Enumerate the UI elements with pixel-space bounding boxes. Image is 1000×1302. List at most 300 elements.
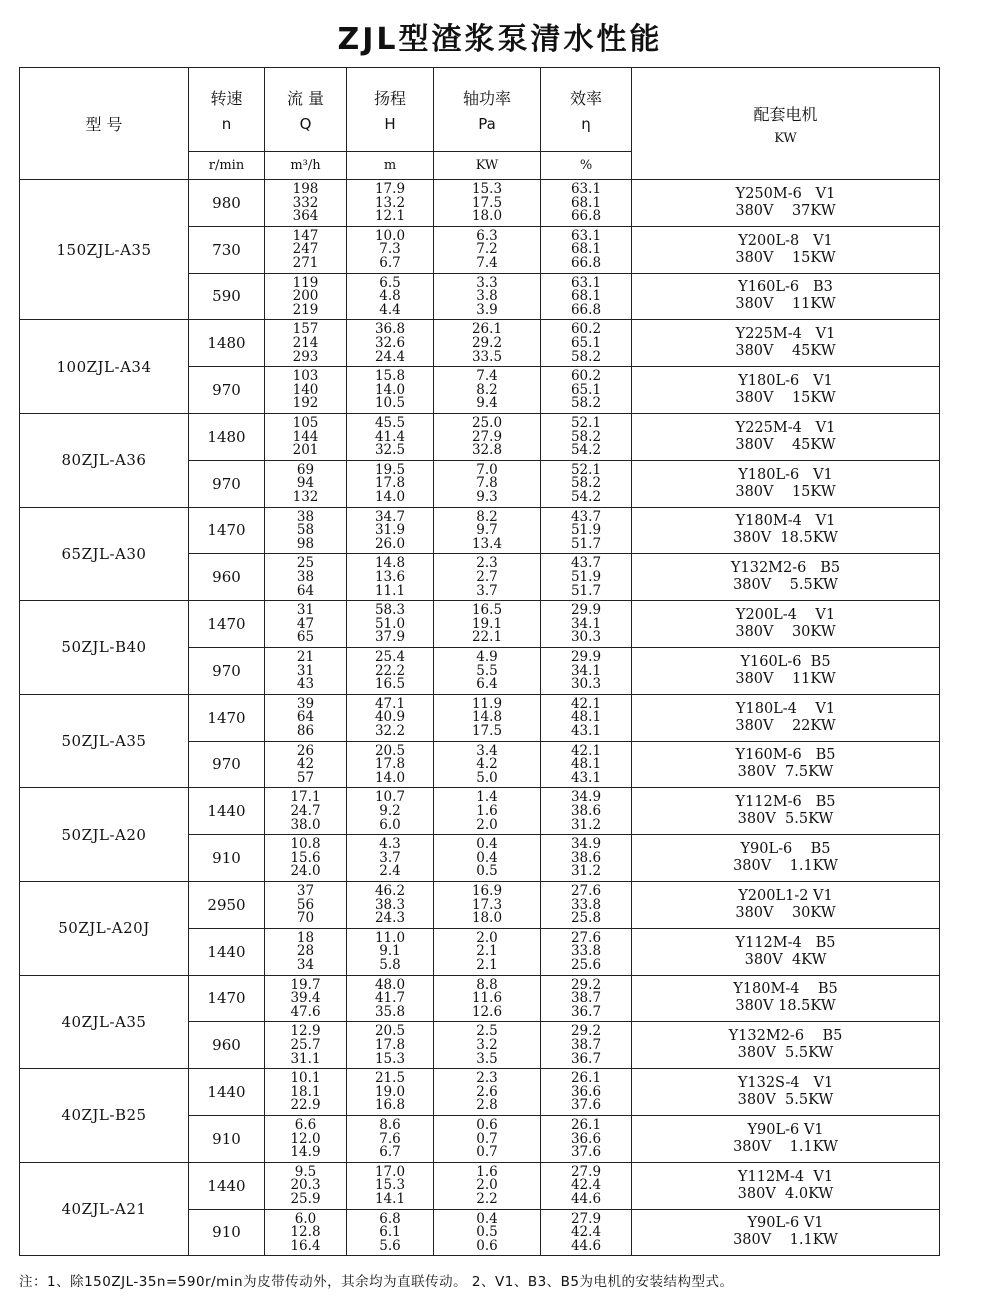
power-value: 29.2 bbox=[471, 334, 503, 351]
head-value: 12.1 bbox=[374, 208, 406, 225]
motor-model: Y160L-6 B3 bbox=[738, 279, 833, 296]
flow-value: 38.0 bbox=[290, 816, 321, 833]
unit-efficiency: % bbox=[541, 152, 632, 180]
eff-cell bbox=[541, 881, 632, 928]
flow-value: 147 bbox=[292, 227, 319, 244]
head-value: 17.0 bbox=[374, 1163, 406, 1180]
model-cell: 50ZJL-A35 bbox=[20, 694, 189, 788]
flow-cell bbox=[265, 975, 347, 1022]
motor-cell bbox=[632, 1022, 940, 1069]
speed-cell: 1440 bbox=[189, 1069, 265, 1116]
flow-cell bbox=[265, 1115, 347, 1162]
eff-cell bbox=[541, 647, 632, 694]
eff-cell bbox=[541, 1162, 632, 1209]
power-value: 32.8 bbox=[471, 442, 503, 459]
power-value: 17.3 bbox=[471, 896, 503, 913]
header-speed: 转速 n bbox=[189, 68, 265, 152]
eff-cell bbox=[541, 320, 632, 367]
power-value: 3.4 bbox=[476, 742, 498, 759]
power-value: 1.6 bbox=[476, 1163, 498, 1180]
flow-value: 38 bbox=[296, 508, 315, 525]
power-value: 2.7 bbox=[476, 568, 498, 585]
power-value: 2.0 bbox=[476, 816, 498, 833]
header-motor: 配套电机 KW bbox=[632, 68, 940, 180]
eff-value: 48.1 bbox=[570, 709, 602, 726]
model-cell: 40ZJL-A35 bbox=[20, 975, 189, 1069]
eff-value: 37.6 bbox=[570, 1144, 602, 1161]
flow-cell bbox=[265, 881, 347, 928]
flow-cell bbox=[265, 413, 347, 460]
speed-cell: 970 bbox=[189, 367, 265, 414]
head-value: 37.9 bbox=[374, 629, 406, 646]
motor-spec: 380V 5.5KW bbox=[733, 577, 838, 594]
table-row bbox=[20, 694, 940, 741]
power-cell bbox=[434, 180, 541, 227]
flow-value: 70 bbox=[296, 910, 315, 927]
head-cell bbox=[347, 694, 434, 741]
flow-value: 6.0 bbox=[294, 1210, 317, 1227]
head-cell bbox=[347, 507, 434, 554]
eff-cell bbox=[541, 1209, 632, 1256]
power-value: 11.9 bbox=[471, 695, 503, 712]
head-value: 26.0 bbox=[374, 535, 406, 552]
eff-value: 63.1 bbox=[570, 227, 602, 244]
header-model: 型 号 bbox=[20, 68, 189, 180]
power-cell bbox=[434, 1115, 541, 1162]
eff-cell bbox=[541, 741, 632, 788]
head-value: 5.8 bbox=[379, 956, 401, 973]
power-cell bbox=[434, 835, 541, 882]
motor-model: Y90L-6 V1 bbox=[747, 1121, 824, 1138]
flow-value: 64 bbox=[296, 709, 315, 726]
flow-value: 24.7 bbox=[290, 802, 321, 819]
eff-value: 33.8 bbox=[570, 896, 602, 913]
speed-cell: 970 bbox=[189, 741, 265, 788]
flow-value: 103 bbox=[292, 368, 319, 385]
power-value: 8.2 bbox=[476, 508, 498, 525]
eff-cell bbox=[541, 1115, 632, 1162]
speed-cell: 980 bbox=[189, 180, 265, 227]
head-value: 20.5 bbox=[374, 1023, 406, 1040]
motor-spec: 380V 30KW bbox=[735, 904, 836, 921]
flow-value: 198 bbox=[292, 181, 319, 197]
flow-value: 65 bbox=[296, 629, 315, 646]
flow-cell bbox=[265, 601, 347, 648]
motor-cell bbox=[632, 320, 940, 367]
head-cell bbox=[347, 367, 434, 414]
eff-value: 54.2 bbox=[570, 488, 602, 505]
motor-cell bbox=[632, 741, 940, 788]
flow-cell bbox=[265, 367, 347, 414]
power-value: 3.7 bbox=[476, 582, 498, 599]
power-value: 0.6 bbox=[476, 1237, 498, 1254]
eff-cell bbox=[541, 601, 632, 648]
eff-cell bbox=[541, 694, 632, 741]
head-value: 6.7 bbox=[379, 1144, 401, 1161]
head-cell bbox=[347, 460, 434, 507]
eff-value: 36.6 bbox=[570, 1130, 602, 1147]
flow-value: 16.4 bbox=[290, 1237, 321, 1254]
flow-value: 64 bbox=[296, 582, 315, 599]
eff-value: 27.9 bbox=[570, 1210, 602, 1227]
motor-cell bbox=[632, 601, 940, 648]
head-cell bbox=[347, 320, 434, 367]
eff-value: 43.1 bbox=[570, 722, 602, 739]
eff-cell bbox=[541, 507, 632, 554]
eff-value: 51.9 bbox=[570, 568, 602, 585]
eff-value: 44.6 bbox=[570, 1237, 602, 1254]
power-value: 3.2 bbox=[476, 1036, 498, 1053]
eff-value: 38.7 bbox=[570, 1036, 602, 1053]
motor-cell bbox=[632, 647, 940, 694]
motor-cell bbox=[632, 367, 940, 414]
head-cell bbox=[347, 226, 434, 273]
power-value: 15.3 bbox=[471, 181, 503, 197]
flow-value: 6.6 bbox=[294, 1116, 317, 1133]
speed-cell: 730 bbox=[189, 226, 265, 273]
eff-value: 58.2 bbox=[570, 395, 602, 412]
eff-value: 30.3 bbox=[570, 629, 602, 646]
power-value: 8.2 bbox=[476, 381, 498, 398]
power-cell bbox=[434, 1069, 541, 1116]
flow-value: 17.1 bbox=[290, 789, 321, 806]
eff-cell bbox=[541, 554, 632, 601]
speed-cell: 970 bbox=[189, 647, 265, 694]
motor-model: Y112M-6 B5 bbox=[735, 794, 836, 811]
power-value: 3.8 bbox=[476, 288, 498, 305]
flow-cell bbox=[265, 788, 347, 835]
motor-cell bbox=[632, 788, 940, 835]
table-row bbox=[20, 180, 940, 227]
head-value: 4.8 bbox=[379, 288, 401, 305]
head-value: 8.6 bbox=[379, 1116, 401, 1133]
head-value: 20.5 bbox=[374, 742, 406, 759]
head-value: 4.3 bbox=[379, 836, 401, 853]
speed-cell: 2950 bbox=[189, 881, 265, 928]
motor-spec: 380V 15KW bbox=[735, 390, 836, 407]
flow-cell bbox=[265, 273, 347, 320]
power-cell bbox=[434, 367, 541, 414]
speed-cell: 970 bbox=[189, 460, 265, 507]
eff-value: 66.8 bbox=[570, 301, 602, 318]
model-cell: 150ZJL-A35 bbox=[20, 180, 189, 320]
head-cell bbox=[347, 413, 434, 460]
head-cell bbox=[347, 835, 434, 882]
flow-cell bbox=[265, 928, 347, 975]
motor-spec: 380V 15KW bbox=[735, 483, 836, 500]
flow-value: 43 bbox=[296, 676, 315, 693]
eff-value: 58.2 bbox=[570, 348, 602, 365]
power-value: 3.3 bbox=[476, 274, 498, 291]
eff-cell bbox=[541, 180, 632, 227]
head-value: 6.1 bbox=[379, 1224, 401, 1241]
head-cell bbox=[347, 1209, 434, 1256]
motor-spec: 380V 5.5KW bbox=[737, 1045, 834, 1062]
flow-cell bbox=[265, 741, 347, 788]
flow-value: 219 bbox=[292, 301, 319, 318]
eff-value: 38.6 bbox=[570, 802, 602, 819]
table-row bbox=[20, 601, 940, 648]
flow-value: 25 bbox=[296, 555, 315, 572]
head-value: 24.3 bbox=[374, 910, 406, 927]
unit-speed: r/min bbox=[189, 152, 265, 180]
speed-cell: 1470 bbox=[189, 507, 265, 554]
motor-spec: 380V 7.5KW bbox=[737, 764, 834, 781]
head-value: 40.9 bbox=[374, 709, 406, 726]
head-value: 34.7 bbox=[374, 508, 406, 525]
power-cell bbox=[434, 1022, 541, 1069]
power-value: 5.5 bbox=[476, 662, 498, 679]
model-cell: 50ZJL-A20 bbox=[20, 788, 189, 882]
power-cell bbox=[434, 273, 541, 320]
head-value: 13.6 bbox=[374, 568, 406, 585]
table-row bbox=[20, 1069, 940, 1116]
head-value: 16.8 bbox=[374, 1097, 406, 1114]
power-cell bbox=[434, 975, 541, 1022]
footnote: 注：1、除150ZJL-35n=590r/min为皮带传动外，其余均为直联传动。 2、V1、B3、B5为电机的安装结构型式。 bbox=[19, 1274, 734, 1290]
flow-cell bbox=[265, 226, 347, 273]
flow-cell bbox=[265, 694, 347, 741]
power-cell bbox=[434, 320, 541, 367]
eff-cell bbox=[541, 273, 632, 320]
eff-value: 29.9 bbox=[570, 648, 602, 665]
speed-cell: 1440 bbox=[189, 1162, 265, 1209]
head-value: 15.3 bbox=[374, 1050, 406, 1067]
head-value: 15.8 bbox=[374, 368, 406, 385]
power-value: 0.4 bbox=[476, 836, 498, 853]
eff-value: 36.7 bbox=[570, 1003, 602, 1020]
power-cell bbox=[434, 507, 541, 554]
motor-spec: 380V 18.5KW bbox=[733, 530, 838, 547]
eff-value: 27.9 bbox=[570, 1163, 602, 1180]
eff-value: 27.6 bbox=[570, 929, 602, 946]
header-head: 扬程 H bbox=[347, 68, 434, 152]
head-cell bbox=[347, 1022, 434, 1069]
motor-model: Y180M-4 V1 bbox=[735, 513, 836, 530]
power-value: 2.0 bbox=[476, 1177, 498, 1194]
eff-value: 43.7 bbox=[570, 508, 602, 525]
model-cell: 80ZJL-A36 bbox=[20, 413, 189, 507]
head-value: 17.8 bbox=[374, 756, 406, 773]
power-value: 5.0 bbox=[476, 769, 498, 786]
flow-value: 10.1 bbox=[290, 1070, 321, 1087]
flow-value: 9.5 bbox=[294, 1163, 317, 1180]
motor-model: Y200L1-2 V1 bbox=[738, 887, 833, 904]
head-cell bbox=[347, 975, 434, 1022]
eff-value: 36.6 bbox=[570, 1083, 602, 1100]
flow-value: 34 bbox=[296, 956, 315, 973]
head-value: 31.9 bbox=[374, 522, 406, 539]
head-value: 45.5 bbox=[374, 414, 406, 431]
eff-value: 33.8 bbox=[570, 943, 602, 960]
motor-cell bbox=[632, 413, 940, 460]
speed-cell: 590 bbox=[189, 273, 265, 320]
power-value: 6.4 bbox=[476, 676, 498, 693]
model-cell: 50ZJL-A20J bbox=[20, 881, 189, 975]
eff-cell bbox=[541, 975, 632, 1022]
motor-model: Y200L-8 V1 bbox=[738, 232, 833, 249]
flow-value: 200 bbox=[292, 288, 319, 305]
head-value: 4.4 bbox=[379, 301, 401, 318]
eff-value: 31.2 bbox=[570, 816, 602, 833]
eff-value: 25.8 bbox=[570, 910, 602, 927]
motor-spec: 380V 30KW bbox=[735, 624, 836, 641]
flow-value: 157 bbox=[292, 321, 319, 338]
flow-cell bbox=[265, 1022, 347, 1069]
flow-value: 105 bbox=[292, 414, 319, 431]
head-value: 41.7 bbox=[374, 990, 406, 1007]
performance-table bbox=[19, 67, 940, 1256]
header-efficiency: 效率 η bbox=[541, 68, 632, 152]
power-value: 16.5 bbox=[471, 602, 503, 619]
eff-cell bbox=[541, 928, 632, 975]
model-cell: 50ZJL-B40 bbox=[20, 601, 189, 695]
flow-cell bbox=[265, 320, 347, 367]
speed-cell: 910 bbox=[189, 1209, 265, 1256]
flow-value: 37 bbox=[296, 882, 315, 899]
eff-cell bbox=[541, 1069, 632, 1116]
motor-cell bbox=[632, 694, 940, 741]
head-value: 19.0 bbox=[374, 1083, 406, 1100]
flow-cell bbox=[265, 507, 347, 554]
flow-value: 20.3 bbox=[290, 1177, 321, 1194]
motor-model: Y200L-4 V1 bbox=[735, 607, 836, 624]
flow-value: 28 bbox=[296, 943, 315, 960]
power-value: 3.5 bbox=[476, 1050, 498, 1067]
flow-value: 21 bbox=[296, 648, 315, 665]
eff-value: 29.2 bbox=[570, 1023, 602, 1040]
model-cell: 65ZJL-A30 bbox=[20, 507, 189, 601]
head-value: 16.5 bbox=[374, 676, 406, 693]
power-value: 26.1 bbox=[471, 321, 503, 338]
motor-spec: 380V 45KW bbox=[735, 343, 836, 360]
motor-cell bbox=[632, 226, 940, 273]
head-value: 9.2 bbox=[379, 802, 401, 819]
eff-value: 25.6 bbox=[570, 956, 602, 973]
speed-cell: 1480 bbox=[189, 413, 265, 460]
head-value: 47.1 bbox=[374, 695, 406, 712]
table-row bbox=[20, 975, 940, 1022]
eff-value: 65.1 bbox=[570, 381, 602, 398]
model-cell: 40ZJL-A21 bbox=[20, 1162, 189, 1256]
table-body bbox=[20, 180, 940, 1256]
eff-value: 58.2 bbox=[570, 475, 602, 492]
head-value: 32.5 bbox=[374, 442, 406, 459]
flow-value: 25.9 bbox=[290, 1190, 321, 1207]
eff-value: 58.2 bbox=[570, 428, 602, 445]
power-cell bbox=[434, 1209, 541, 1256]
speed-cell: 960 bbox=[189, 554, 265, 601]
head-value: 11.0 bbox=[374, 929, 406, 946]
eff-value: 43.1 bbox=[570, 769, 602, 786]
flow-cell bbox=[265, 180, 347, 227]
flow-value: 14.9 bbox=[290, 1144, 321, 1161]
head-value: 7.6 bbox=[379, 1130, 401, 1147]
head-cell bbox=[347, 1115, 434, 1162]
head-value: 36.8 bbox=[374, 321, 406, 338]
power-value: 2.6 bbox=[476, 1083, 498, 1100]
flow-cell bbox=[265, 460, 347, 507]
flow-value: 19.7 bbox=[290, 976, 321, 993]
motor-cell bbox=[632, 1115, 940, 1162]
power-value: 0.4 bbox=[476, 849, 498, 866]
eff-value: 42.4 bbox=[570, 1224, 602, 1241]
table-row bbox=[20, 413, 940, 460]
power-cell bbox=[434, 413, 541, 460]
flow-value: 10.8 bbox=[290, 836, 321, 853]
head-value: 5.6 bbox=[379, 1237, 401, 1254]
eff-value: 65.1 bbox=[570, 334, 602, 351]
power-value: 0.4 bbox=[476, 1210, 498, 1227]
page-title: ZJL型渣浆泵清水性能 bbox=[337, 22, 663, 57]
eff-value: 43.7 bbox=[570, 555, 602, 572]
speed-cell: 1480 bbox=[189, 320, 265, 367]
table-row bbox=[20, 881, 940, 928]
flow-value: 58 bbox=[296, 522, 315, 539]
eff-value: 26.1 bbox=[570, 1070, 602, 1087]
head-value: 10.0 bbox=[374, 227, 406, 244]
power-value: 2.1 bbox=[476, 956, 498, 973]
eff-value: 60.2 bbox=[570, 368, 602, 385]
motor-model: Y180L-6 V1 bbox=[738, 466, 833, 483]
speed-cell: 1470 bbox=[189, 975, 265, 1022]
head-value: 7.3 bbox=[379, 241, 401, 258]
motor-spec: 380V 11KW bbox=[735, 670, 836, 687]
header-power: 轴功率 Pa bbox=[434, 68, 541, 152]
motor-cell bbox=[632, 554, 940, 601]
eff-value: 34.9 bbox=[570, 836, 602, 853]
eff-value: 27.6 bbox=[570, 882, 602, 899]
power-value: 6.3 bbox=[476, 227, 498, 244]
eff-value: 63.1 bbox=[570, 181, 602, 197]
flow-value: 214 bbox=[292, 334, 319, 351]
power-value: 9.3 bbox=[476, 488, 498, 505]
motor-cell bbox=[632, 273, 940, 320]
speed-cell: 1470 bbox=[189, 694, 265, 741]
flow-value: 332 bbox=[292, 194, 319, 211]
head-cell bbox=[347, 273, 434, 320]
power-value: 2.2 bbox=[476, 1190, 498, 1207]
table-row bbox=[20, 507, 940, 554]
flow-cell bbox=[265, 1162, 347, 1209]
power-value: 0.5 bbox=[476, 863, 498, 880]
motor-model: Y112M-4 B5 bbox=[735, 934, 836, 951]
unit-flow: m³/h bbox=[265, 152, 347, 180]
eff-cell bbox=[541, 460, 632, 507]
head-value: 38.3 bbox=[374, 896, 406, 913]
head-value: 10.5 bbox=[374, 395, 406, 412]
motor-model: Y112M-4 V1 bbox=[737, 1168, 834, 1185]
motor-spec: 380V 1.1KW bbox=[733, 1232, 838, 1249]
head-value: 11.1 bbox=[374, 582, 406, 599]
eff-value: 68.1 bbox=[570, 241, 602, 258]
motor-cell bbox=[632, 835, 940, 882]
eff-value: 26.1 bbox=[570, 1116, 602, 1133]
motor-cell bbox=[632, 1069, 940, 1116]
motor-model: Y180M-4 B5 bbox=[733, 981, 838, 998]
head-value: 58.3 bbox=[374, 602, 406, 619]
flow-value: 22.9 bbox=[290, 1097, 321, 1114]
unit-head: m bbox=[347, 152, 434, 180]
eff-value: 34.1 bbox=[570, 615, 602, 632]
head-value: 9.1 bbox=[379, 943, 401, 960]
power-value: 1.6 bbox=[476, 802, 498, 819]
motor-spec: 380V 1.1KW bbox=[733, 1138, 838, 1155]
flow-value: 31 bbox=[296, 602, 315, 619]
eff-cell bbox=[541, 413, 632, 460]
motor-model: Y90L-6 V1 bbox=[747, 1215, 824, 1232]
power-value: 2.8 bbox=[476, 1097, 498, 1114]
